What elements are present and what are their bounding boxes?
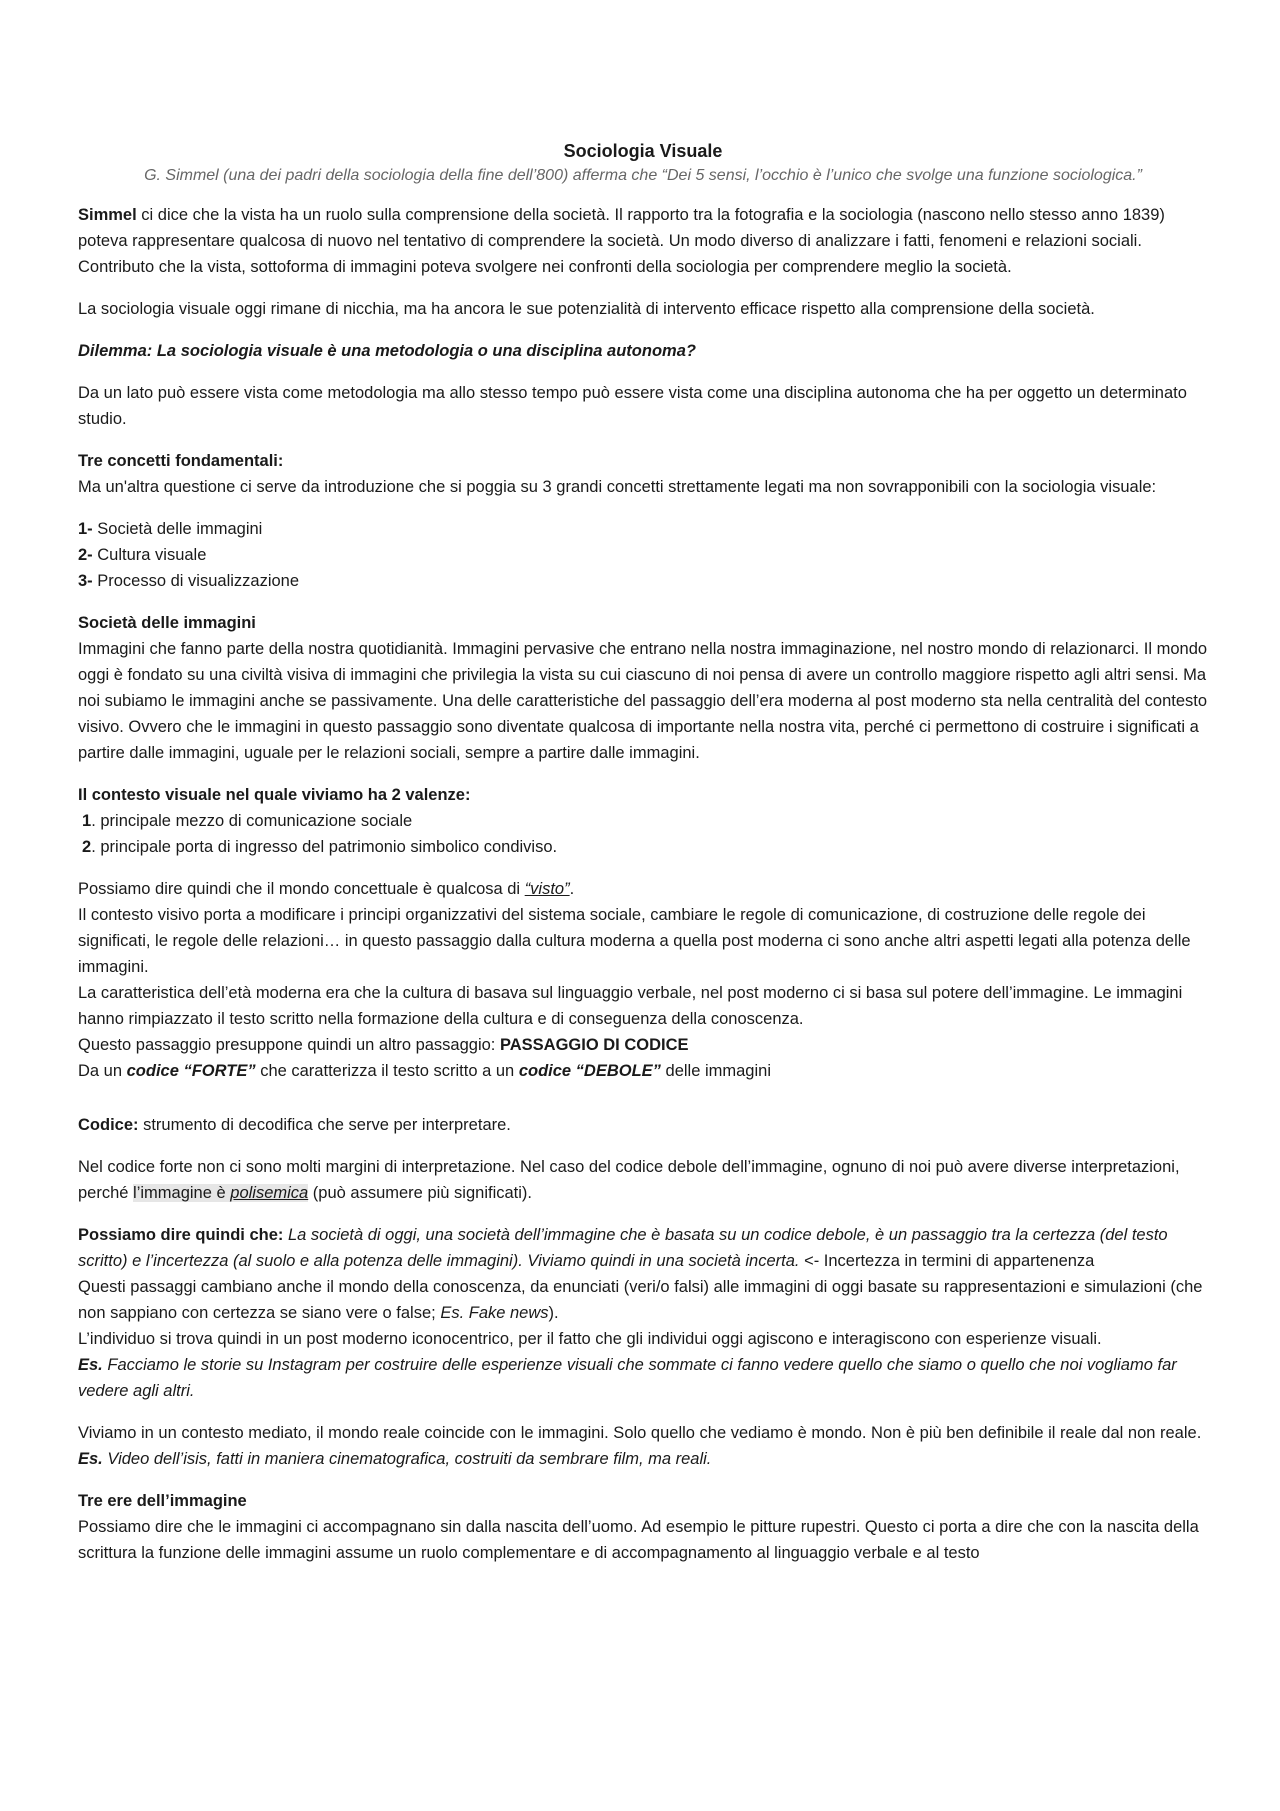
- dilemma-heading: Dilemma: La sociologia visuale è una metodologia o una disciplina autonoma?: [78, 342, 696, 360]
- society-heading: Società delle immagini: [78, 614, 256, 632]
- page-title: Sociologia Visuale: [563, 141, 723, 161]
- society-text: Immagini che fanno parte della nostra quotidianità. Immagini pervasive che entrano nella nostra immaginazione, nel nostro mondo di relazionarci. Il mondo oggi è fondato su una civiltà visiva di immagini che privilegia la vista su cui ciascuno di noi pensa di avere un controllo maggiore rispetto agli altri sensi. Ma noi subiamo le immagini anche se passivamente. Una delle caratteristiche del passaggio dell’era moderna al post moderno sta nella centralità del contesto visivo. Ovvero che le immagini in questo passaggio sono diventate qualcosa di importante nella nostra vita, perché ci permettono di costruire i significati a partire dalle immagini, uguale per le relazioni sociali, sempre a partire dalle immagini.: [78, 640, 1208, 762]
- list-item: 1- Società delle immagini: [78, 520, 263, 538]
- page-subtitle: G. Simmel (una dei padri della sociologia della fine dell’800) afferma che “Dei 5 sensi, l’occhio è l’unico che svolge una funzione sociologica.”: [144, 167, 1142, 184]
- paragraph-conclusione: Possiamo dire quindi che: La società di oggi, una società dell’immagine che è basata su un codice debole, è un passaggio tra la certezza (del testo scritto) e l’incertezza (al suolo e alla potenza delle immagini). Viviamo quindi in una società incerta. <- Incertezza in termini di appartenenza Questi passaggi cambiano anche il mondo della conoscenza, da enunciati (veri/o falsi) alle immagini di oggi basate su rappresentazioni e simulazioni (che non sappiano con certezza se siano vere o false; Es. Fake news). L’individuo si trova quindi in un post moderno iconocentrico, per il fatto che gli individui oggi agiscono e interagiscono con esperienze visuali. Es. Facciamo le storie su Instagram per costruire delle esperienze visuali che sommate ci fanno vedere quello che siamo o quello che noi vogliamo far vedere agli altri.: [78, 1226, 1203, 1400]
- simmel-text: ci dice che la vista ha un ruolo sulla comprensione della società. Il rapporto tra la fotografia e la sociologia (nascono nello stesso anno 1839) poteva rappresentare qualcosa di nuovo nel tentativo di comprendere la società. Un modo diverso di analizzare i fatti, fenomeni e relazioni sociali. Contributo che la vista, sottoforma di immagini poteva svolgere nei confronti della sociologia per comprendere meglio la società.: [78, 206, 1165, 276]
- section-concepts: [78, 448, 1208, 500]
- highlighted-text: l’immagine è polisemica: [133, 1184, 309, 1202]
- paragraph-metodologia: Da un lato può essere vista come metodologia ma allo stesso tempo può essere vista come una disciplina autonoma che ha per oggetto un determinato studio.: [78, 384, 1187, 428]
- concepts-list: [78, 516, 1208, 594]
- valenze-heading: Il contesto visuale nel quale viviamo ha 2 valenze:: [78, 786, 471, 804]
- ere-text: Possiamo dire che le immagini ci accompagnano sin dalla nascita dell’uomo. Ad esempio le pitture rupestri. Questo ci porta a dire che con la nascita della scrittura la funzione delle immagini assume un ruolo complementare e di accompagnamento al linguaggio verbale e al testo: [78, 1518, 1199, 1562]
- codici-line: Da un codice “FORTE” che caratterizza il testo scritto a un codice “DEBOLE” delle immagini: [78, 1062, 771, 1080]
- visto-line: Possiamo dire quindi che il mondo concettuale è qualcosa di “visto”.: [78, 880, 575, 898]
- list-item: 3- Processo di visualizzazione: [78, 572, 300, 590]
- contesto-text: Il contesto visivo porta a modificare i principi organizzativi del sistema sociale, cambiare le regole di comunicazione, di costruzione delle regole dei significati, le regole delle relazioni… in questo passaggio dalla cultura moderna a quella post moderna ci sono anche altri aspetti legati alla potenza delle immagini.: [78, 906, 1191, 976]
- list-item: 2. principale porta di ingresso del patrimonio simbolico condiviso.: [82, 838, 558, 856]
- paragraph-nicchia: La sociologia visuale oggi rimane di nicchia, ma ha ancora le sue potenzialità di intervento efficace rispetto alla comprensione della società.: [78, 300, 1095, 318]
- simmel-lead: Simmel: [78, 206, 137, 224]
- codice-definition: Codice: strumento di decodifica che serve per interpretare.: [78, 1116, 511, 1134]
- paragraph-mediato: Viviamo in un contesto mediato, il mondo reale coincide con le immagini. Solo quello che vediamo è mondo. Non è più ben definibile il reale dal non reale. Es. Video dell’isis, fatti in maniera cinematografica, costruiti da sembrare film, ma reali.: [78, 1424, 1202, 1468]
- polisemica-word: polisemica: [230, 1184, 309, 1202]
- section-ere: [78, 1488, 1208, 1566]
- conclusione-lead: Possiamo dire quindi che:: [78, 1226, 284, 1244]
- paragraph-polisemica: Nel codice forte non ci sono molti margini di interpretazione. Nel caso del codice debole dell’immagine, ognuno di noi può avere diverse interpretazioni, perché l’immagine è polisemica (può assumere più significati).: [78, 1158, 1180, 1202]
- section-society: [78, 610, 1208, 766]
- list-item: 1. principale mezzo di comunicazione sociale: [82, 812, 413, 830]
- passaggio-line: Questo passaggio presuppone quindi un altro passaggio: PASSAGGIO DI CODICE: [78, 1036, 689, 1054]
- section-valenze: [78, 782, 1208, 860]
- caratteristica-text: La caratteristica dell’età moderna era che la cultura di basava sul linguaggio verbale, nel post moderno ci si basa sul potere dell’immagine. Le immagini hanno rimpiazzato il testo scritto nella formazione della cultura e di conseguenza della conoscenza.: [78, 984, 1183, 1028]
- spacer: [78, 1100, 1208, 1112]
- document-page: [78, 138, 1208, 1582]
- visto-word: “visto”: [524, 880, 570, 898]
- concepts-intro: Ma un'altra questione ci serve da introduzione che si poggia su 3 grandi concetti strettamente legati ma non sovrapponibili con la sociologia visuale:: [78, 478, 1157, 496]
- list-item: 2- Cultura visuale: [78, 546, 207, 564]
- paragraph-simmel: [78, 202, 1208, 280]
- section-codice: [78, 876, 1208, 1084]
- ere-heading: Tre ere dell’immagine: [78, 1492, 247, 1510]
- concepts-heading: Tre concetti fondamentali:: [78, 452, 284, 470]
